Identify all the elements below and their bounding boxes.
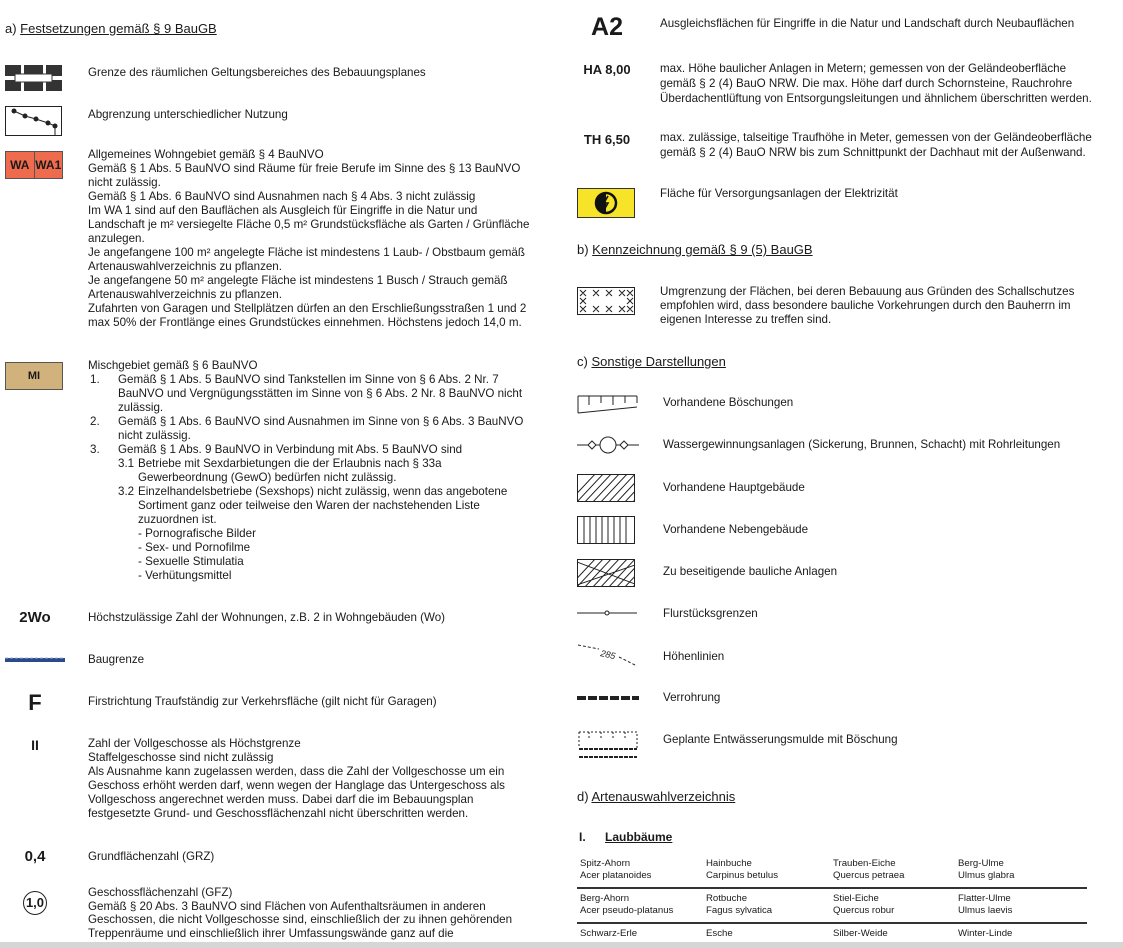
section-b-heading: b) Kennzeichnung gemäß § 9 (5) BauGB (577, 242, 813, 257)
legend-text-ha: max. Höhe baulicher Anlagen in Metern; gemessen von der Geländeoberfläche gemäß § 2 (4) BauO NRW. Die max. Höhe darf durch Schornsteine, Rauchrohre Überdachentlüftung von Entsorgungsleitungen und ähnlichem überschritten werden. (660, 62, 1092, 105)
dwelling-count-symbol: 2Wo (19, 609, 51, 626)
legend-text-a2: Ausgleichsflächen für Eingriffe in die Natur und Landschaft durch Neubauflächen (660, 17, 1075, 30)
th-symbol: TH 6,50 (583, 132, 631, 147)
species-latin-name: Ulmus glabra (958, 870, 1015, 881)
contour-line-icon (577, 642, 639, 668)
species-latin-name: Quercus robur (833, 905, 895, 916)
demolition-icon (577, 559, 635, 587)
species-cell (706, 858, 778, 882)
species-common-name: Stiel-Eiche (833, 893, 879, 904)
species-cell (580, 928, 637, 940)
species-cell (958, 893, 1012, 917)
legend-text-gfz: Geschossflächenzahl (GFZ) Gemäß § 20 Abs. 3 BauNVO sind Flächen von Aufenthaltsräumen in anderen Geschossen, die nicht Vollgeschosse sind, einschließlich der zu ihnen gehörenden Treppenräume und einschließlich ihrer Umfassungswände ganz auf die (88, 886, 513, 940)
legend-text-building-line: Baugrenze (88, 653, 145, 666)
species-common-name: Hainbuche (706, 858, 752, 869)
legend-text-wa: Allgemeines Wohngebiet gemäß § 4 BauNVO Gemäß § 1 Abs. 5 BauNVO sind Räume für freie Berufe im Sinne des § 13 BauNVO nicht zulässig. Gemäß § 1 Abs. 6 BauNVO sind Ausnahmen nach § 4 Abs. 3 nicht zulässig Im WA 1 sind auf den Bauflächen als Ausgleich für Eingriffe in die Natur und Landschaft je m² versiegelte Fläche 0,5 m² Grundstücksfläche als Garten / Grünfläche anzulegen. Je angefangene 100 m² angelegte Fläche ist mindestens 1 Laub- / Obstbaum gemäß Artenauswahlverzeichnis zu pflanzen. Je angefangene 50 m² angelegte Fläche ist mindestens 1 Busch / Strauch gemäß Artenauswahlverzeichnis zu pflanzen. Zufahrten von Garagen und Stellplätzen dürfen an den Erschließungsstraßen 1 und 2 max 50% der Frontlänge eines Grundstückes einnehmen. Höchstens jedoch 14,0 m. (88, 148, 530, 329)
species-cell (580, 858, 651, 882)
species-latin-name: Acer pseudo-platanus (580, 905, 674, 916)
noise-protection-area-icon (577, 287, 635, 315)
legend-text-dwellings: Höchstzulässige Zahl der Wohnungen, z.B. 2 in Wohngebäuden (Wo) (88, 611, 446, 624)
mi-zone-symbol: MI (5, 362, 63, 390)
legend-text-embankment: Vorhandene Böschungen (663, 396, 794, 409)
use-separation-icon (5, 106, 62, 136)
auxiliary-building-icon (577, 516, 635, 544)
legend-text-main-building: Vorhandene Hauptgebäude (663, 481, 805, 494)
electricity-icon (577, 188, 635, 218)
legend-text-use-separation: Abgrenzung unterschiedlicher Nutzung (88, 108, 288, 121)
legend-text-water-facility: Wassergewinnungsanlagen (Sickerung, Brunnen, Schacht) mit Rohrleitungen (663, 438, 1061, 451)
mi-list-item: 1. Gemäß § 1 Abs. 5 BauNVO sind Tankstellen im Sinne von § 6 Abs. 2 Nr. 7 BauNVO und Vergnügungsstätten im Sinne von § 6 Abs. 2 Nr. 8 BauNVO nicht zulässig. (90, 373, 523, 414)
section-d-heading: d) Artenauswahlverzeichnis (577, 789, 736, 804)
storeys-symbol: II (31, 737, 39, 753)
species-cell (706, 893, 772, 917)
legend-text-electricity: Fläche für Versorgungsanlagen der Elektrizität (660, 187, 898, 200)
mi-list-item: 2. Gemäß § 1 Abs. 6 BauNVO sind Ausnahmen im Sinne von § 6 Abs. 3 BauNVO nicht zulässig. (90, 415, 524, 442)
mi-list-item: 3.2 Einzelhandelsbetriebe (Sexshops) nicht zulässig, wenn das angebotene Sortiment ganz oder teilweise den Waren der nachstehenden Liste zuzuordnen ist. - Pornografische Bilder - Sex- und Pornofilme - Sexuelle Stimulatia - Verhütungsmittel (118, 485, 508, 582)
water-facility-icon (577, 435, 639, 455)
main-building-icon (577, 474, 635, 502)
boundary-line-icon (5, 65, 62, 91)
ha-symbol: HA 8,00 (583, 62, 631, 77)
species-common-name: Esche (706, 928, 733, 939)
subsection-laubbaeume: I. Laubbäume (579, 830, 673, 844)
legend-text-piping: Verrohrung (663, 691, 721, 704)
section-c-heading: c) Sonstige Darstellungen (577, 354, 726, 369)
page-bottom-edge (0, 942, 1123, 948)
drainage-trough-icon (577, 730, 639, 760)
species-cell (580, 893, 673, 917)
table-divider (577, 922, 1087, 924)
species-latin-name: Carpinus betulus (706, 870, 778, 881)
grz-symbol: 0,4 (24, 848, 46, 865)
species-common-name: Spitz-Ahorn (580, 858, 631, 869)
species-common-name: Rotbuche (706, 893, 748, 904)
species-common-name: Trauben-Eiche (833, 858, 896, 869)
species-latin-name: Ulmus laevis (958, 905, 1013, 916)
species-common-name: Schwarz-Erle (580, 928, 638, 939)
legend-text-demolition: Zu beseitigende bauliche Anlagen (663, 565, 838, 578)
legend-text-th: max. zulässige, talseitige Traufhöhe in Meter, gemessen von der Geländeoberfläche gemäß § 2 (4) BauO NRW bis zum Schnittpunkt der Dachhaut mit der Außenwand. (660, 131, 1092, 159)
building-line-icon (5, 656, 65, 664)
legend-text-auxiliary-building: Vorhandene Nebengebäude (663, 523, 809, 536)
species-common-name: Winter-Linde (958, 928, 1013, 939)
species-cell (833, 893, 894, 917)
species-latin-name: Acer platanoides (580, 870, 652, 881)
species-common-name: Flatter-Ulme (958, 893, 1011, 904)
legend-text-parcel-boundary: Flurstücksgrenzen (663, 607, 758, 620)
species-cell (958, 858, 1015, 882)
legend-text-ridge: Firstrichtung Traufständig zur Verkehrsfläche (gilt nicht für Garagen) (88, 695, 437, 708)
ridge-direction-symbol: F (28, 690, 42, 715)
species-cell (706, 928, 733, 940)
legend-text-noise-protection: Umgrenzung der Flächen, bei deren Bebauung aus Gründen des Schallschutzes empfohlen wird, dass besondere bauliche Vorkehrungen durch den Bauherrn im eigenen Interesse zu treffen sind. (660, 285, 1075, 326)
legend-text-drainage: Geplante Entwässerungsmulde mit Böschung (663, 733, 898, 746)
species-common-name: Berg-Ulme (958, 858, 1004, 869)
legend-text-mi: Mischgebiet gemäß § 6 BauNVO 1. Gemäß § 1 Abs. 5 BauNVO sind Tankstellen im Sinne von § 6 Abs. 2 Nr. 7 BauNVO und Vergnügungsstätten im Sinne von § 6 Abs. 2 Nr. 8 BauNVO nicht zulässig. 2. Gemäß § 1 Abs. 6 BauNVO sind Ausnahmen im Sinne von § 6 Abs. 3 BauNVO nicht zulässig. 3. Gemäß § 1 Abs. 9 BauNVO in Verbindung mit Abs. 5 BauNVO sind 3.1 Betriebe mit Sexdarbietungen die der Erlaubnis nach § 33a Gewerbeordnung (GewO) bedürfen nicht zulässig. 3.2 Einzelhandelsbetriebe (Sexshops) nicht zulässig, wenn das angebotene Sortiment ganz oder teilweise den Waren der nachstehenden Liste zuzuordnen ist. - Pornografische Bilder - Sex- und Pornofilme - Sexuelle Stimulatia - Verhütungsmittel (88, 359, 548, 583)
a2-symbol: A2 (591, 13, 623, 41)
species-common-name: Silber-Weide (833, 928, 888, 939)
species-cell (833, 858, 904, 882)
wa-zone-symbol: WA WA1 (5, 151, 63, 179)
species-cell (958, 928, 1012, 940)
legend-text-storeys: Zahl der Vollgeschosse als Höchstgrenze Staffelgeschosse sind nicht zulässig Als Ausnahme kann zugelassen werden, dass die Zahl der Vollgeschosse um ein Geschoss erhöht werden darf, wenn wegen der Hanglage das Untergeschoss als Vollgeschoss angerechnet werden muss. Dabei darf die im Bebauungsplan festgesetzte Grund- und Geschossflächenzahl nicht überschritten werden. (88, 737, 505, 820)
species-latin-name: Quercus petraea (833, 870, 905, 881)
mi-list-item: 3. Gemäß § 1 Abs. 9 BauNVO in Verbindung mit Abs. 5 BauNVO sind (90, 443, 463, 456)
species-cell (833, 928, 888, 940)
legend-text-grz: Grundflächenzahl (GRZ) (88, 850, 215, 863)
piping-icon (577, 694, 639, 702)
table-divider (577, 887, 1087, 889)
parcel-boundary-icon (577, 608, 637, 618)
contour-label: 285 (599, 648, 617, 662)
species-common-name: Berg-Ahorn (580, 893, 630, 904)
section-a-heading: a) Festsetzungen gemäß § 9 BauGB (5, 21, 217, 36)
embankment-icon (577, 393, 639, 415)
mi-list-item: 3.1 Betriebe mit Sexdarbietungen die der Erlaubnis nach § 33a Gewerbeordnung (GewO) bedürfen nicht zulässig. (118, 457, 442, 484)
species-latin-name: Fagus sylvatica (706, 905, 773, 916)
gfz-symbol: 1,0 (23, 891, 47, 915)
legend-text-contour: Höhenlinien (663, 650, 725, 663)
legend-text-boundary: Grenze des räumlichen Geltungsbereiches des Bebauungsplanes (88, 66, 426, 79)
